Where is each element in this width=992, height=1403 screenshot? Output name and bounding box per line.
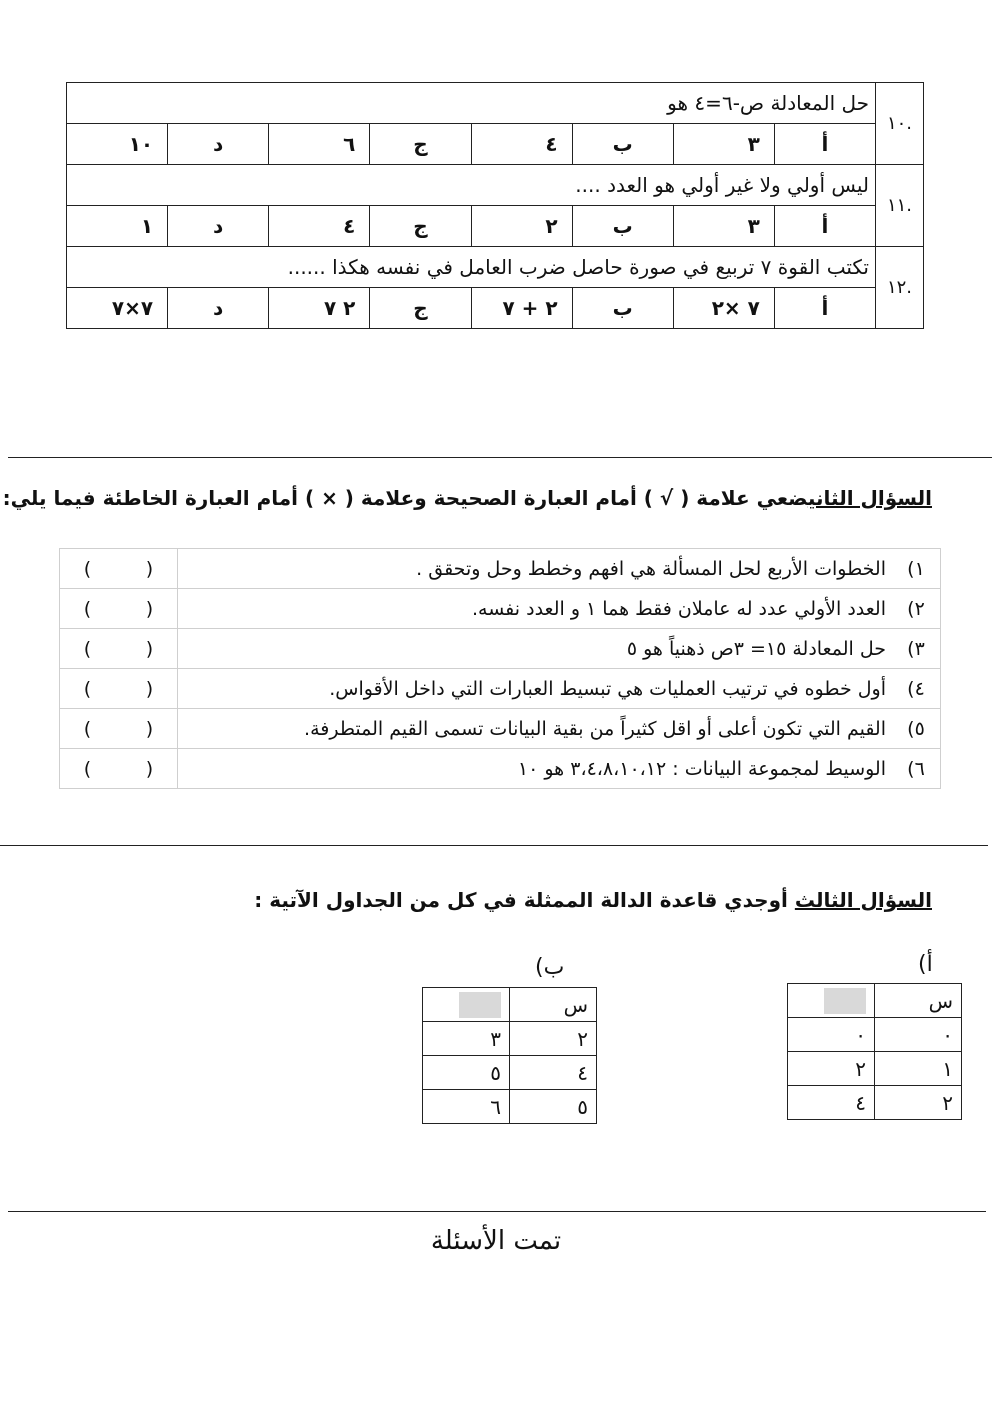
function-table-a: [787, 983, 962, 1120]
q2-title-text: ضعي علامة ( √ ) أمام العبارة الصحيحة وعلامة ( × ) أمام العبارة الخاطئة فيما يلي:: [2, 486, 808, 510]
option-letter: ج: [370, 124, 471, 165]
q3-title: [254, 888, 932, 912]
statement-text: القيم التي تكون أعلى أو اقل كثيراً من بقية البيانات تسمى القيم المتطرفة.: [178, 709, 893, 749]
options-row: [67, 206, 924, 247]
table-row: [788, 1018, 962, 1052]
x-value: ٤: [510, 1056, 597, 1090]
option-letter: ب: [572, 288, 673, 329]
question-row: [67, 247, 924, 288]
table-row: [423, 1056, 597, 1090]
statement-number: ٦): [892, 749, 941, 789]
paren-open: (: [145, 757, 154, 780]
paren-close: ): [83, 637, 92, 660]
statement-number: ٢): [892, 589, 941, 629]
section-divider: [8, 457, 992, 458]
option-value: ٢ + ٧: [471, 288, 572, 329]
paren-close: ): [83, 557, 92, 580]
statement-text: حل المعادلة ١٥= ٣ص ذهنياً هو ٥: [178, 629, 893, 669]
statement-row: [60, 629, 941, 669]
answer-box[interactable]: [60, 669, 178, 709]
option-value: ٦: [269, 124, 370, 165]
statement-number: ٥): [892, 709, 941, 749]
option-value: ٢: [471, 206, 572, 247]
option-value: ٧×٧: [67, 288, 168, 329]
y-value: ٤: [788, 1086, 875, 1120]
option-letter: أ: [774, 206, 875, 247]
table-a-label: أ): [918, 952, 933, 977]
question-number: .١٠: [876, 83, 924, 165]
option-value: ٣: [673, 124, 774, 165]
question-number: .١٢: [876, 247, 924, 329]
section-divider: [8, 1211, 986, 1212]
option-letter: د: [168, 206, 269, 247]
statement-text: العدد الأولي عدد له عاملان فقط هما ١ و العدد نفسه.: [178, 589, 893, 629]
statement-text: الخطوات الأربع لحل المسألة هي افهم وخطط وحل وتحقق .: [178, 549, 893, 589]
question-row: [67, 83, 924, 124]
q1-mcq-table: [66, 82, 924, 329]
question-number: .١١: [876, 165, 924, 247]
column-header-x: س: [875, 984, 962, 1018]
option-letter: ج: [370, 206, 471, 247]
y-value: ٢: [788, 1052, 875, 1086]
x-value: ٥: [510, 1090, 597, 1124]
table-row: [423, 1022, 597, 1056]
column-header-y: [423, 988, 510, 1022]
x-value: ٢: [510, 1022, 597, 1056]
option-letter: ج: [370, 288, 471, 329]
y-value: ٥: [423, 1056, 510, 1090]
statement-number: ١): [892, 549, 941, 589]
statement-row: [60, 589, 941, 629]
table-row: [423, 1090, 597, 1124]
answer-box[interactable]: [60, 749, 178, 789]
paren-close: ): [83, 757, 92, 780]
question-text: تكتب القوة ٧ تربيع في صورة حاصل ضرب العامل في نفسه هكذا ......: [67, 247, 876, 288]
q2-true-false-table: [59, 548, 941, 789]
statement-row: [60, 549, 941, 589]
option-value: ١: [67, 206, 168, 247]
paren-close: ): [83, 677, 92, 700]
end-of-questions: تمت الأسئلة: [430, 1226, 562, 1256]
option-letter: ب: [572, 206, 673, 247]
statement-number: ٤): [892, 669, 941, 709]
y-value: ٣: [423, 1022, 510, 1056]
column-header-y: [788, 984, 875, 1018]
paren-close: ): [83, 597, 92, 620]
option-value: ٣: [673, 206, 774, 247]
paren-open: (: [145, 557, 154, 580]
option-letter: ب: [572, 124, 673, 165]
paren-open: (: [145, 637, 154, 660]
shaded-header: [824, 988, 866, 1014]
answer-box[interactable]: [60, 589, 178, 629]
column-header-x: س: [510, 988, 597, 1022]
question-text: ليس أولي ولا غير أولي هو العدد ....: [67, 165, 876, 206]
paren-open: (: [145, 597, 154, 620]
option-value: ٤: [269, 206, 370, 247]
option-value: ٤: [471, 124, 572, 165]
option-value: ٧ ×٢: [673, 288, 774, 329]
table-b-label: ب): [535, 955, 565, 980]
statement-number: ٣): [892, 629, 941, 669]
paren-open: (: [145, 717, 154, 740]
statement-row: [60, 709, 941, 749]
table-row: [788, 1086, 962, 1120]
q2-title-label: السؤال الثاني: [807, 486, 932, 510]
section-divider: [0, 845, 988, 846]
statement-text: أول خطوه في ترتيب العمليات هي تبسيط العبارات التي داخل الأقواس.: [178, 669, 893, 709]
paren-close: ): [83, 717, 92, 740]
statement-text: الوسيط لمجموعة البيانات : ٣،٤،٨،١٠،١٢ هو ١٠: [178, 749, 893, 789]
q2-title: [3, 486, 932, 510]
y-value: ٠: [788, 1018, 875, 1052]
x-value: ٠: [875, 1018, 962, 1052]
options-row: [67, 288, 924, 329]
q3-title-text: أوجدي قاعدة الدالة الممثلة في كل من الجداول الآتية :: [254, 888, 795, 912]
function-table-b: [422, 987, 597, 1124]
option-value: ٢ ٧: [269, 288, 370, 329]
options-row: [67, 124, 924, 165]
x-value: ٢: [875, 1086, 962, 1120]
option-value: ١٠: [67, 124, 168, 165]
q3-title-label: السؤال الثالث: [794, 888, 932, 912]
option-letter: أ: [774, 288, 875, 329]
option-letter: أ: [774, 124, 875, 165]
question-text: حل المعادلة ص-٦=٤ هو: [67, 83, 876, 124]
answer-box[interactable]: [60, 629, 178, 669]
question-row: [67, 165, 924, 206]
y-value: ٦: [423, 1090, 510, 1124]
paren-open: (: [145, 677, 154, 700]
statement-row: [60, 669, 941, 709]
table-row: [788, 1052, 962, 1086]
x-value: ١: [875, 1052, 962, 1086]
statement-row: [60, 749, 941, 789]
answer-box[interactable]: [60, 549, 178, 589]
answer-box[interactable]: [60, 709, 178, 749]
option-letter: د: [168, 288, 269, 329]
option-letter: د: [168, 124, 269, 165]
shaded-header: [459, 992, 501, 1018]
